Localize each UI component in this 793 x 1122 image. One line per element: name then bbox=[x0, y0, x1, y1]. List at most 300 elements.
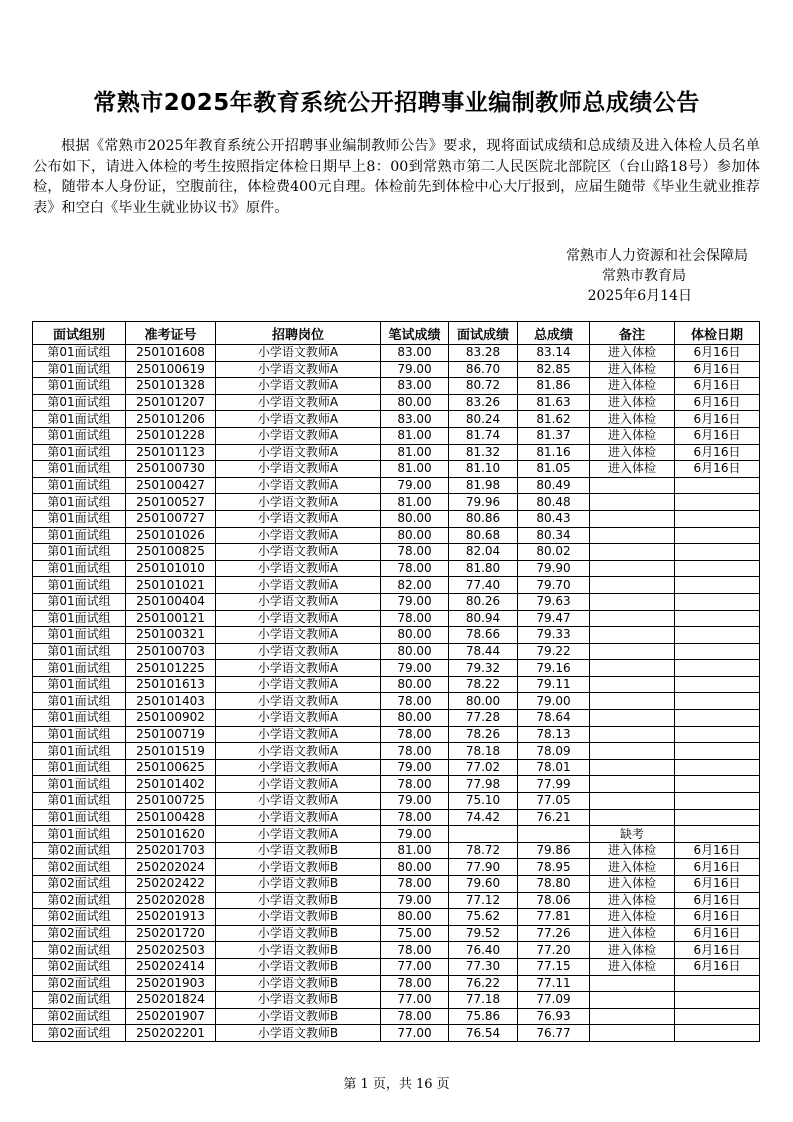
cell-remark: 进入体检 bbox=[590, 859, 675, 876]
cell-exam-date bbox=[675, 527, 760, 544]
issue-date: 2025年6月14日 bbox=[587, 288, 692, 304]
cell-position: 小学语文教师A bbox=[216, 676, 381, 693]
cell-exam-id: 250201720 bbox=[126, 925, 216, 942]
cell-remark: 进入体检 bbox=[590, 378, 675, 395]
cell-interview-score: 78.44 bbox=[449, 643, 518, 660]
cell-exam-date bbox=[675, 710, 760, 727]
cell-interview-score: 86.70 bbox=[449, 361, 518, 378]
cell-interview-group: 第01面试组 bbox=[33, 411, 126, 428]
cell-exam-id: 250101010 bbox=[126, 560, 216, 577]
cell-remark bbox=[590, 743, 675, 760]
cell-exam-id: 250202201 bbox=[126, 1025, 216, 1042]
cell-exam-id: 250100619 bbox=[126, 361, 216, 378]
cell-interview-score: 79.52 bbox=[449, 925, 518, 942]
cell-position: 小学语文教师A bbox=[216, 345, 381, 362]
cell-interview-score: 77.98 bbox=[449, 776, 518, 793]
cell-written-score: 78.00 bbox=[381, 726, 449, 743]
header-position: 招聘岗位 bbox=[216, 322, 381, 345]
header-total-score: 总成绩 bbox=[518, 322, 590, 345]
cell-remark: 进入体检 bbox=[590, 892, 675, 909]
cell-exam-id: 250100404 bbox=[126, 593, 216, 610]
cell-exam-id: 250101402 bbox=[126, 776, 216, 793]
cell-remark bbox=[590, 1008, 675, 1025]
cell-interview-group: 第02面试组 bbox=[33, 958, 126, 975]
cell-remark bbox=[590, 992, 675, 1009]
cell-total-score: 77.81 bbox=[518, 909, 590, 926]
table-row bbox=[33, 643, 760, 660]
cell-position: 小学语文教师B bbox=[216, 958, 381, 975]
cell-written-score: 83.00 bbox=[381, 345, 449, 362]
table-row bbox=[33, 660, 760, 677]
cell-written-score: 80.00 bbox=[381, 909, 449, 926]
cell-interview-score: 78.26 bbox=[449, 726, 518, 743]
cell-exam-date bbox=[675, 577, 760, 594]
cell-written-score: 78.00 bbox=[381, 975, 449, 992]
cell-exam-date bbox=[675, 826, 760, 843]
cell-written-score: 78.00 bbox=[381, 610, 449, 627]
cell-position: 小学语文教师A bbox=[216, 809, 381, 826]
table-row bbox=[33, 1025, 760, 1042]
cell-position: 小学语文教师A bbox=[216, 527, 381, 544]
cell-position: 小学语文教师B bbox=[216, 975, 381, 992]
cell-remark bbox=[590, 759, 675, 776]
cell-remark bbox=[590, 660, 675, 677]
page-title: 常熟市2025年教育系统公开招聘事业编制教师总成绩公告 bbox=[93, 90, 700, 116]
cell-exam-date bbox=[675, 992, 760, 1009]
table-row bbox=[33, 992, 760, 1009]
cell-interview-score bbox=[449, 826, 518, 843]
cell-interview-score: 83.26 bbox=[449, 394, 518, 411]
cell-position: 小学语文教师A bbox=[216, 560, 381, 577]
table-row bbox=[33, 710, 760, 727]
cell-exam-id: 250100321 bbox=[126, 627, 216, 644]
table-row bbox=[33, 610, 760, 627]
cell-exam-date bbox=[675, 544, 760, 561]
cell-written-score: 78.00 bbox=[381, 693, 449, 710]
cell-total-score: 79.63 bbox=[518, 593, 590, 610]
cell-exam-id: 250201913 bbox=[126, 909, 216, 926]
cell-remark bbox=[590, 510, 675, 527]
table-row bbox=[33, 925, 760, 942]
cell-exam-id: 250201903 bbox=[126, 975, 216, 992]
cell-total-score: 77.11 bbox=[518, 975, 590, 992]
cell-exam-date bbox=[675, 560, 760, 577]
cell-written-score: 80.00 bbox=[381, 627, 449, 644]
cell-exam-id: 250202414 bbox=[126, 958, 216, 975]
cell-written-score: 81.00 bbox=[381, 427, 449, 444]
cell-total-score: 77.09 bbox=[518, 992, 590, 1009]
table-row bbox=[33, 477, 760, 494]
table-row bbox=[33, 776, 760, 793]
cell-total-score: 80.48 bbox=[518, 494, 590, 511]
cell-total-score: 82.85 bbox=[518, 361, 590, 378]
cell-remark bbox=[590, 809, 675, 826]
cell-interview-group: 第02面试组 bbox=[33, 909, 126, 926]
cell-exam-date bbox=[675, 693, 760, 710]
cell-position: 小学语文教师B bbox=[216, 942, 381, 959]
cell-written-score: 78.00 bbox=[381, 544, 449, 561]
cell-position: 小学语文教师A bbox=[216, 593, 381, 610]
table-row bbox=[33, 427, 760, 444]
cell-remark bbox=[590, 726, 675, 743]
cell-interview-group: 第01面试组 bbox=[33, 544, 126, 561]
cell-exam-id: 250100825 bbox=[126, 544, 216, 561]
cell-total-score: 78.01 bbox=[518, 759, 590, 776]
cell-remark bbox=[590, 494, 675, 511]
table-row bbox=[33, 627, 760, 644]
cell-exam-date: 6月16日 bbox=[675, 909, 760, 926]
cell-interview-group: 第01面试组 bbox=[33, 394, 126, 411]
cell-remark bbox=[590, 643, 675, 660]
table-row bbox=[33, 793, 760, 810]
table-row bbox=[33, 577, 760, 594]
cell-interview-group: 第01面试组 bbox=[33, 560, 126, 577]
cell-exam-date bbox=[675, 660, 760, 677]
cell-remark bbox=[590, 610, 675, 627]
cell-remark bbox=[590, 560, 675, 577]
cell-exam-date bbox=[675, 726, 760, 743]
cell-remark: 进入体检 bbox=[590, 411, 675, 428]
cell-remark: 进入体检 bbox=[590, 461, 675, 478]
cell-remark bbox=[590, 577, 675, 594]
table-row bbox=[33, 743, 760, 760]
cell-exam-date: 6月16日 bbox=[675, 444, 760, 461]
cell-exam-date bbox=[675, 510, 760, 527]
table-row bbox=[33, 444, 760, 461]
cell-written-score: 78.00 bbox=[381, 743, 449, 760]
cell-exam-id: 250100902 bbox=[126, 710, 216, 727]
cell-interview-score: 77.02 bbox=[449, 759, 518, 776]
cell-interview-score: 75.10 bbox=[449, 793, 518, 810]
cell-remark: 进入体检 bbox=[590, 394, 675, 411]
cell-written-score: 77.00 bbox=[381, 992, 449, 1009]
cell-interview-group: 第01面试组 bbox=[33, 527, 126, 544]
cell-position: 小学语文教师A bbox=[216, 411, 381, 428]
table-row bbox=[33, 411, 760, 428]
cell-position: 小学语文教师A bbox=[216, 361, 381, 378]
cell-total-score: 78.80 bbox=[518, 876, 590, 893]
cell-interview-group: 第01面试组 bbox=[33, 759, 126, 776]
cell-exam-id: 250101021 bbox=[126, 577, 216, 594]
cell-exam-date: 6月16日 bbox=[675, 958, 760, 975]
cell-total-score: 78.06 bbox=[518, 892, 590, 909]
cell-exam-date: 6月16日 bbox=[675, 411, 760, 428]
cell-total-score: 81.62 bbox=[518, 411, 590, 428]
cell-total-score: 79.70 bbox=[518, 577, 590, 594]
cell-position: 小学语文教师A bbox=[216, 627, 381, 644]
cell-interview-score: 80.68 bbox=[449, 527, 518, 544]
cell-written-score: 79.00 bbox=[381, 892, 449, 909]
table-row bbox=[33, 909, 760, 926]
cell-remark bbox=[590, 1025, 675, 1042]
cell-exam-id: 250101123 bbox=[126, 444, 216, 461]
cell-interview-score: 81.74 bbox=[449, 427, 518, 444]
cell-exam-id: 250202422 bbox=[126, 876, 216, 893]
cell-remark: 进入体检 bbox=[590, 427, 675, 444]
cell-interview-score: 79.60 bbox=[449, 876, 518, 893]
cell-written-score: 80.00 bbox=[381, 859, 449, 876]
table-row bbox=[33, 345, 760, 362]
cell-total-score: 81.63 bbox=[518, 394, 590, 411]
cell-interview-group: 第01面试组 bbox=[33, 660, 126, 677]
cell-interview-score: 74.42 bbox=[449, 809, 518, 826]
table-row bbox=[33, 527, 760, 544]
cell-total-score: 81.86 bbox=[518, 378, 590, 395]
cell-exam-date: 6月16日 bbox=[675, 378, 760, 395]
cell-exam-date bbox=[675, 759, 760, 776]
cell-remark bbox=[590, 793, 675, 810]
cell-interview-score: 81.80 bbox=[449, 560, 518, 577]
cell-position: 小学语文教师B bbox=[216, 876, 381, 893]
cell-position: 小学语文教师A bbox=[216, 710, 381, 727]
cell-position: 小学语文教师A bbox=[216, 544, 381, 561]
cell-position: 小学语文教师B bbox=[216, 925, 381, 942]
cell-interview-group: 第01面试组 bbox=[33, 510, 126, 527]
cell-remark: 进入体检 bbox=[590, 361, 675, 378]
cell-interview-score: 80.72 bbox=[449, 378, 518, 395]
cell-remark bbox=[590, 975, 675, 992]
cell-position: 小学语文教师A bbox=[216, 427, 381, 444]
cell-written-score: 75.00 bbox=[381, 925, 449, 942]
cell-exam-date bbox=[675, 494, 760, 511]
cell-position: 小学语文教师A bbox=[216, 577, 381, 594]
table-row bbox=[33, 958, 760, 975]
cell-exam-date bbox=[675, 793, 760, 810]
cell-remark: 进入体检 bbox=[590, 876, 675, 893]
table-row bbox=[33, 876, 760, 893]
cell-remark: 进入体检 bbox=[590, 345, 675, 362]
cell-exam-date: 6月16日 bbox=[675, 361, 760, 378]
cell-interview-score: 83.28 bbox=[449, 345, 518, 362]
cell-position: 小学语文教师B bbox=[216, 859, 381, 876]
cell-total-score: 80.49 bbox=[518, 477, 590, 494]
cell-total-score: 78.13 bbox=[518, 726, 590, 743]
cell-position: 小学语文教师B bbox=[216, 909, 381, 926]
cell-total-score: 79.47 bbox=[518, 610, 590, 627]
cell-total-score: 76.77 bbox=[518, 1025, 590, 1042]
table-row bbox=[33, 726, 760, 743]
cell-exam-id: 250202024 bbox=[126, 859, 216, 876]
cell-interview-score: 82.04 bbox=[449, 544, 518, 561]
cell-exam-id: 250100428 bbox=[126, 809, 216, 826]
cell-position: 小学语文教师A bbox=[216, 693, 381, 710]
cell-total-score: 80.02 bbox=[518, 544, 590, 561]
cell-exam-id: 250100730 bbox=[126, 461, 216, 478]
table-row bbox=[33, 378, 760, 395]
cell-written-score: 80.00 bbox=[381, 394, 449, 411]
cell-remark bbox=[590, 593, 675, 610]
cell-written-score: 79.00 bbox=[381, 593, 449, 610]
cell-exam-date bbox=[675, 627, 760, 644]
cell-interview-score: 76.54 bbox=[449, 1025, 518, 1042]
cell-written-score: 78.00 bbox=[381, 776, 449, 793]
cell-exam-date bbox=[675, 743, 760, 760]
header-remark: 备注 bbox=[590, 322, 675, 345]
cell-interview-group: 第01面试组 bbox=[33, 345, 126, 362]
cell-interview-group: 第01面试组 bbox=[33, 743, 126, 760]
cell-exam-id: 250100727 bbox=[126, 510, 216, 527]
cell-exam-id: 250101225 bbox=[126, 660, 216, 677]
cell-exam-date bbox=[675, 643, 760, 660]
cell-position: 小学语文教师A bbox=[216, 494, 381, 511]
cell-position: 小学语文教师A bbox=[216, 444, 381, 461]
cell-exam-date bbox=[675, 1025, 760, 1042]
cell-exam-id: 250201824 bbox=[126, 992, 216, 1009]
cell-exam-date: 6月16日 bbox=[675, 427, 760, 444]
cell-exam-id: 250100703 bbox=[126, 643, 216, 660]
header-exam-id: 准考证号 bbox=[126, 322, 216, 345]
cell-total-score: 79.11 bbox=[518, 676, 590, 693]
cell-total-score bbox=[518, 826, 590, 843]
cell-written-score: 79.00 bbox=[381, 793, 449, 810]
cell-interview-score: 77.18 bbox=[449, 992, 518, 1009]
cell-interview-score: 79.96 bbox=[449, 494, 518, 511]
cell-exam-id: 250101206 bbox=[126, 411, 216, 428]
cell-exam-date bbox=[675, 1008, 760, 1025]
table-row bbox=[33, 593, 760, 610]
cell-interview-group: 第01面试组 bbox=[33, 676, 126, 693]
cell-position: 小学语文教师A bbox=[216, 610, 381, 627]
cell-written-score: 79.00 bbox=[381, 759, 449, 776]
cell-interview-group: 第02面试组 bbox=[33, 892, 126, 909]
table-row bbox=[33, 560, 760, 577]
cell-interview-score: 80.26 bbox=[449, 593, 518, 610]
cell-interview-group: 第01面试组 bbox=[33, 793, 126, 810]
cell-interview-group: 第01面试组 bbox=[33, 643, 126, 660]
cell-remark: 进入体检 bbox=[590, 958, 675, 975]
cell-exam-date bbox=[675, 593, 760, 610]
cell-written-score: 83.00 bbox=[381, 378, 449, 395]
table-row bbox=[33, 461, 760, 478]
cell-interview-group: 第02面试组 bbox=[33, 1025, 126, 1042]
cell-total-score: 77.05 bbox=[518, 793, 590, 810]
cell-interview-score: 77.90 bbox=[449, 859, 518, 876]
cell-interview-group: 第01面试组 bbox=[33, 826, 126, 843]
cell-interview-score: 76.22 bbox=[449, 975, 518, 992]
cell-interview-group: 第01面试组 bbox=[33, 809, 126, 826]
cell-interview-score: 77.12 bbox=[449, 892, 518, 909]
cell-interview-score: 80.24 bbox=[449, 411, 518, 428]
cell-interview-group: 第02面试组 bbox=[33, 842, 126, 859]
cell-remark bbox=[590, 693, 675, 710]
cell-exam-date: 6月16日 bbox=[675, 842, 760, 859]
header-interview-score: 面试成绩 bbox=[449, 322, 518, 345]
cell-interview-group: 第01面试组 bbox=[33, 361, 126, 378]
cell-interview-group: 第01面试组 bbox=[33, 627, 126, 644]
cell-position: 小学语文教师A bbox=[216, 394, 381, 411]
cell-written-score: 83.00 bbox=[381, 411, 449, 428]
cell-position: 小学语文教师B bbox=[216, 992, 381, 1009]
cell-position: 小学语文教师A bbox=[216, 378, 381, 395]
cell-interview-score: 80.86 bbox=[449, 510, 518, 527]
cell-position: 小学语文教师A bbox=[216, 643, 381, 660]
cell-exam-date bbox=[675, 776, 760, 793]
cell-interview-group: 第02面试组 bbox=[33, 975, 126, 992]
cell-exam-date: 6月16日 bbox=[675, 461, 760, 478]
cell-total-score: 78.09 bbox=[518, 743, 590, 760]
cell-position: 小学语文教师A bbox=[216, 759, 381, 776]
cell-interview-score: 78.22 bbox=[449, 676, 518, 693]
cell-interview-group: 第01面试组 bbox=[33, 378, 126, 395]
cell-total-score: 79.90 bbox=[518, 560, 590, 577]
cell-total-score: 76.93 bbox=[518, 1008, 590, 1025]
cell-exam-date bbox=[675, 477, 760, 494]
cell-total-score: 80.34 bbox=[518, 527, 590, 544]
cell-interview-score: 78.66 bbox=[449, 627, 518, 644]
cell-written-score: 77.00 bbox=[381, 1025, 449, 1042]
cell-written-score: 80.00 bbox=[381, 710, 449, 727]
cell-written-score: 78.00 bbox=[381, 942, 449, 959]
cell-exam-date: 6月16日 bbox=[675, 942, 760, 959]
cell-remark bbox=[590, 527, 675, 544]
cell-remark: 进入体检 bbox=[590, 909, 675, 926]
cell-exam-date bbox=[675, 975, 760, 992]
cell-remark bbox=[590, 710, 675, 727]
cell-exam-id: 250101328 bbox=[126, 378, 216, 395]
cell-position: 小学语文教师B bbox=[216, 892, 381, 909]
cell-position: 小学语文教师B bbox=[216, 1025, 381, 1042]
cell-interview-group: 第02面试组 bbox=[33, 925, 126, 942]
cell-exam-id: 250202503 bbox=[126, 942, 216, 959]
cell-interview-score: 77.30 bbox=[449, 958, 518, 975]
cell-remark: 缺考 bbox=[590, 826, 675, 843]
cell-written-score: 81.00 bbox=[381, 444, 449, 461]
cell-interview-group: 第01面试组 bbox=[33, 577, 126, 594]
cell-written-score: 78.00 bbox=[381, 876, 449, 893]
cell-exam-id: 250101620 bbox=[126, 826, 216, 843]
cell-interview-score: 78.18 bbox=[449, 743, 518, 760]
cell-written-score: 78.00 bbox=[381, 560, 449, 577]
cell-exam-id: 250101026 bbox=[126, 527, 216, 544]
cell-written-score: 80.00 bbox=[381, 676, 449, 693]
table-row bbox=[33, 544, 760, 561]
table-row bbox=[33, 693, 760, 710]
cell-total-score: 79.86 bbox=[518, 842, 590, 859]
cell-written-score: 80.00 bbox=[381, 510, 449, 527]
cell-interview-score: 80.94 bbox=[449, 610, 518, 627]
issuer-education-bureau: 常熟市教育局 bbox=[602, 268, 686, 284]
cell-total-score: 77.99 bbox=[518, 776, 590, 793]
cell-written-score: 79.00 bbox=[381, 826, 449, 843]
announcement-paragraph: 根据《常熟市2025年教育系统公开招聘事业编制教师公告》要求，现将面试成绩和总成绩及进入体检人员名单公布如下，请进入体检的考生按照指定体检日期早上8：00到常熟市第二人民医院北部院区（台山路18号）参加体检，随带本人身份证，空腹前往，体检费400元自理。体检前先到体检中心大厅报到，应届生随带《毕业生就业推荐表》和空白《毕业生就业协议书》原件。 bbox=[33, 138, 760, 216]
cell-exam-id: 250101519 bbox=[126, 743, 216, 760]
cell-exam-date: 6月16日 bbox=[675, 394, 760, 411]
cell-exam-date bbox=[675, 676, 760, 693]
cell-interview-group: 第01面试组 bbox=[33, 726, 126, 743]
scores-table bbox=[32, 321, 760, 1042]
cell-total-score: 79.22 bbox=[518, 643, 590, 660]
cell-exam-id: 250100527 bbox=[126, 494, 216, 511]
cell-position: 小学语文教师A bbox=[216, 726, 381, 743]
cell-position: 小学语文教师B bbox=[216, 842, 381, 859]
cell-remark bbox=[590, 776, 675, 793]
cell-total-score: 81.05 bbox=[518, 461, 590, 478]
cell-interview-group: 第01面试组 bbox=[33, 444, 126, 461]
cell-written-score: 81.00 bbox=[381, 461, 449, 478]
cell-exam-date: 6月16日 bbox=[675, 925, 760, 942]
cell-interview-group: 第01面试组 bbox=[33, 610, 126, 627]
cell-interview-score: 78.72 bbox=[449, 842, 518, 859]
table-row bbox=[33, 361, 760, 378]
table-row bbox=[33, 494, 760, 511]
cell-position: 小学语文教师A bbox=[216, 826, 381, 843]
cell-total-score: 81.37 bbox=[518, 427, 590, 444]
cell-exam-date: 6月16日 bbox=[675, 892, 760, 909]
cell-exam-id: 250202028 bbox=[126, 892, 216, 909]
cell-total-score: 79.00 bbox=[518, 693, 590, 710]
table-row bbox=[33, 759, 760, 776]
cell-total-score: 76.21 bbox=[518, 809, 590, 826]
